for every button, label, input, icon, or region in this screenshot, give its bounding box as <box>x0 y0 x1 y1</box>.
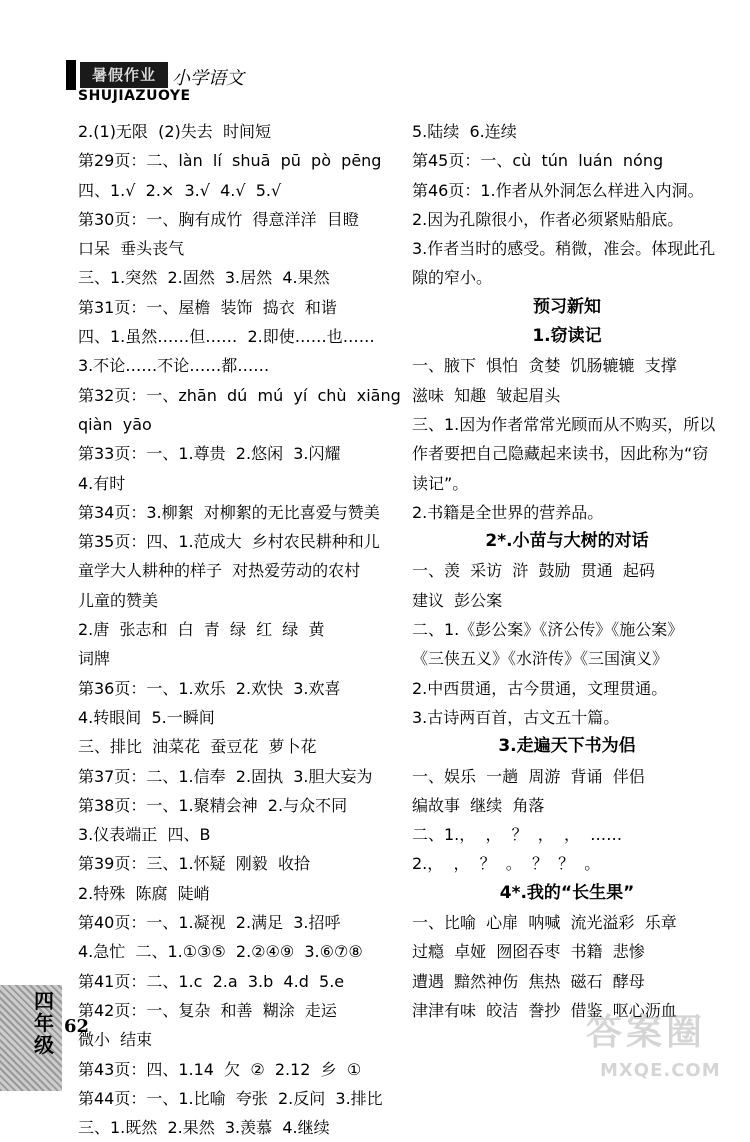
section-heading: 预习新知 <box>533 296 601 317</box>
answer-line: 读记”。 <box>412 473 469 493</box>
answer-line: 2.因为孔隙很小，作者必须紧贴船底。 <box>412 209 684 229</box>
answer-line: 四、1.√ 2.× 3.√ 4.√ 5.√ <box>78 180 282 200</box>
answer-line: 第32页：一、zhān dú mú yí chù xiāng <box>78 385 401 405</box>
answer-line: 建议 彭公案 <box>412 590 503 610</box>
right-column <box>412 117 722 1025</box>
answer-line: 第37页：二、1.信奉 2.固执 3.胆大妄为 <box>78 766 373 786</box>
page-header <box>66 58 256 108</box>
answer-line: 三、1.既然 2.果然 3.羡慕 4.继续 <box>78 1118 330 1138</box>
answer-line: 3.仪表端正 四、B <box>78 825 211 845</box>
answer-line: 隙的窄小。 <box>412 268 493 288</box>
answer-line: 作者要把自己隐藏起来读书，因此称为“窃 <box>412 444 709 464</box>
left-column <box>78 117 401 1142</box>
answer-line: 第46页：1.作者从外洞怎么样进入内洞。 <box>412 180 704 200</box>
answer-line: 词牌 <box>78 649 111 669</box>
answer-line: 第36页：一、1.欢乐 2.欢快 3.欢喜 <box>78 678 341 698</box>
answer-line: 第45页：一、cù tún luán nóng <box>412 151 664 171</box>
answer-line: 2.唐 张志和 白 青 绿 红 绿 黄 <box>78 620 325 640</box>
answer-line: 三、排比 油菜花 蚕豆花 萝卜花 <box>78 737 317 757</box>
answer-line: 第33页：一、1.尊贵 2.悠闲 3.闪耀 <box>78 444 341 464</box>
answer-line: 4.有时 <box>78 473 126 493</box>
answer-line: 三、1.突然 2.固然 3.居然 4.果然 <box>78 268 330 288</box>
answer-line: 一、羡 采访 浒 鼓励 贯通 起码 <box>412 561 655 581</box>
answer-line: 口呆 垂头丧气 <box>78 239 185 259</box>
section-heading: 4*.我的“长生果” <box>499 882 635 903</box>
answer-line: 滋味 知趣 皱起眉头 <box>412 385 561 405</box>
answer-line: 第39页：三、1.怀疑 刚毅 收拾 <box>78 854 310 874</box>
answer-line: 第43页：四、1.14 欠 ② 2.12 乡 ① <box>78 1059 362 1079</box>
answer-line: 第35页：四、1.范成大 乡村农民耕种和儿 <box>78 532 380 552</box>
answer-line: 第44页：一、1.比喻 夸张 2.反问 3.排比 <box>78 1088 383 1108</box>
answer-line: 一、娱乐 一趟 周游 背诵 伴侣 <box>412 766 645 786</box>
answer-line: 4.急忙 二、1.①③⑤ 2.②④⑨ 3.⑥⑦⑧ <box>78 942 363 962</box>
answer-line: 第42页：一、复杂 和善 糊涂 走运 <box>78 1000 337 1020</box>
answer-line: 四、1.虽然……但…… 2.即使……也…… <box>78 327 375 347</box>
answer-line: 3.不论……不论……都…… <box>78 356 270 376</box>
answer-line: 2.中西贯通，古今贯通，文理贯通。 <box>412 678 668 698</box>
header-pinyin: SHUJIAZUOYE <box>78 88 191 104</box>
answer-line: 3.作者当时的感受。稍微，准会。体现此孔 <box>412 239 716 259</box>
answer-line: 4.转眼间 5.一瞬间 <box>78 707 215 727</box>
answer-line: 二、1.， ， ？ ， ， …… <box>412 825 623 845</box>
watermark-logo <box>586 1004 742 1086</box>
answer-line: 津津有味 皎洁 誊抄 借鉴 呕心沥血 <box>412 1000 677 1020</box>
watermark-text-bottom: MXQE.COM <box>600 1060 721 1081</box>
answer-line: 《三侠五义》《水浒传》《三国演义》 <box>412 649 669 669</box>
answer-line: 第34页：3.柳絮 对柳絮的无比喜爱与赞美 <box>78 502 380 522</box>
answer-line: 儿童的赞美 <box>78 590 159 610</box>
section-heading: 2*.小苗与大树的对话 <box>485 531 649 552</box>
answer-line: 第40页：一、1.凝视 2.满足 3.招呼 <box>78 913 341 933</box>
answer-line: 2.书籍是全世界的营养品。 <box>412 502 604 522</box>
answer-line: 第30页：一、胸有成竹 得意洋洋 目瞪 <box>78 209 359 229</box>
answer-line: 第31页：一、屋檐 装饰 捣衣 和谐 <box>78 297 337 317</box>
answer-line: 一、腋下 惧怕 贪婪 饥肠辘辘 支撑 <box>412 356 677 376</box>
header-series-title: 暑假作业 <box>80 62 168 88</box>
answer-line: 5.陆续 6.连续 <box>412 122 517 141</box>
header-bar-mark <box>66 60 76 90</box>
answer-line: 第29页：二、làn lí shuā pū pò pēng <box>78 151 382 171</box>
page-number: 62 <box>64 1016 90 1037</box>
answer-line: 第41页：二、1.c 2.a 3.b 4.d 5.e <box>78 971 345 991</box>
answer-line: 童学大人耕种的样子 对热爱劳动的农村 <box>78 561 361 581</box>
answer-line: 2.特殊 陈腐 陡峭 <box>78 883 210 903</box>
answer-line: 2.， ， ？ 。 ？ ？ 。 <box>412 854 601 874</box>
header-subject: 小学语文 <box>172 68 244 89</box>
answer-line: 遭遇 黯然神伤 焦热 磁石 酵母 <box>412 971 645 991</box>
footer-grade: 四年级 <box>34 989 54 1057</box>
answer-line: 二、1.《彭公案》《济公传》《施公案》 <box>412 620 684 640</box>
answer-line: 编故事 继续 角落 <box>412 795 545 815</box>
section-heading: 3.走遍天下书为侣 <box>498 736 636 757</box>
answer-line: 一、比喻 心扉 呐喊 流光溢彩 乐章 <box>412 913 677 933</box>
answer-line: 第38页：一、1.聚精会神 2.与众不同 <box>78 795 348 815</box>
watermark-text-top: 答案圈 <box>586 1012 707 1053</box>
answer-line: 3.古诗两百首，古文五十篇。 <box>412 707 620 727</box>
answer-line: 过瘾 卓娅 囫囵吞枣 书籍 悲惨 <box>412 942 645 962</box>
answer-line: qiàn yāo <box>78 414 152 434</box>
answer-line: 微小 结束 <box>78 1030 153 1050</box>
section-heading: 1.窃读记 <box>532 326 602 347</box>
answer-line: 2.(1)无限 (2)失去 时间短 <box>78 122 271 141</box>
answer-line: 三、1.因为作者常常光顾而从不购买，所以 <box>412 414 716 434</box>
